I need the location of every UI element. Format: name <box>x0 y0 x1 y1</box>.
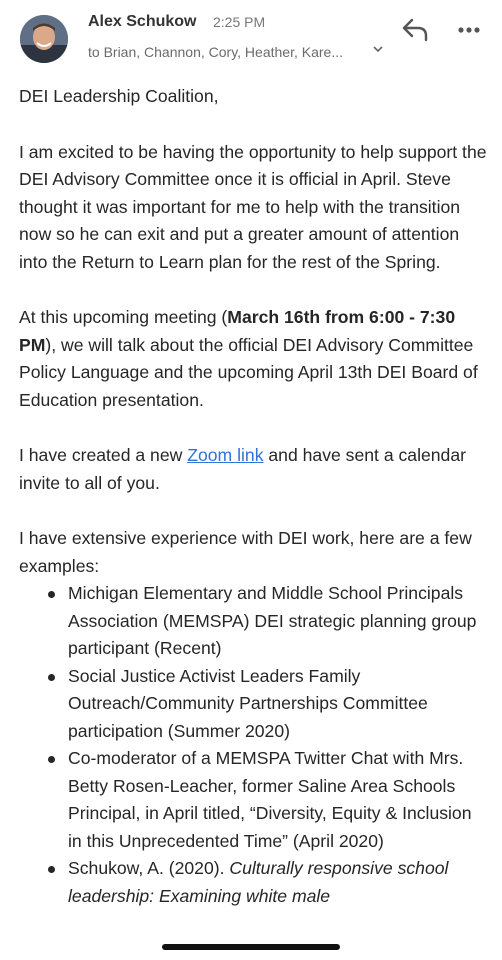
paragraph-zoom <box>19 442 489 497</box>
reply-arrow-icon[interactable] <box>398 16 432 44</box>
avatar-photo-icon <box>20 15 68 63</box>
zoom-link[interactable]: Zoom link <box>187 445 264 465</box>
list-item: Michigan Elementary and Middle School Principals Association (MEMSPA) DEI strategic planning group participant (Recent) <box>19 580 489 663</box>
email-body <box>19 83 489 910</box>
email-header <box>0 0 502 72</box>
chevron-down-icon[interactable] <box>372 43 384 58</box>
examples-list <box>19 580 489 910</box>
list-item: Social Justice Activist Leaders Family Outreach/Community Partnerships Committee participation (Summer 2020) <box>19 663 489 746</box>
home-indicator[interactable] <box>162 944 340 950</box>
zoom-text-pre: I have created a new <box>19 445 188 465</box>
avatar[interactable] <box>20 15 68 63</box>
more-dots-icon[interactable] <box>452 18 486 42</box>
sent-time: 2:25 PM <box>213 14 266 30</box>
citation-title: Culturally responsive school leadership: Examining white male <box>68 858 449 906</box>
list-item <box>19 855 489 910</box>
meeting-text-post: ), we will talk about the official DEI Advisory Committee Policy Language and the upcoming April 13th DEI Board of Education presentation. <box>19 334 478 410</box>
sender-name[interactable]: Alex Schukow <box>88 13 197 30</box>
meeting-text-pre: At this upcoming meeting ( <box>19 307 228 327</box>
greeting: DEI Leadership Coalition, <box>19 86 219 106</box>
recipients-list[interactable]: to Brian, Channon, Cory, Heather, Kare... <box>88 44 343 60</box>
meeting-time: March 16th from 6:00 - 7:30 PM <box>19 307 456 355</box>
paragraph-meeting <box>19 304 489 414</box>
zoom-text-post: and have sent a calendar invite to all of you. <box>19 445 466 493</box>
list-item: Co-moderator of a MEMSPA Twitter Chat with Mrs. Betty Rosen-Leacher, former Saline Area Schools Principal, in April titled, “Diversity, Equity & Inclusion in this Unprecedented Time” (April 2020) <box>19 745 489 855</box>
citation-text: Schukow, A. (2020). <box>68 858 230 878</box>
paragraph-intro: I am excited to be having the opportunity to help support the DEI Advisory Committee once it is official in April. Steve thought it was important for me to help with the transition now so he can exit and put a greater amount of attention into the Return to Learn plan for the rest of the Spring. <box>19 141 487 272</box>
paragraph-experience: I have extensive experience with DEI work, here are a few examples: <box>19 528 472 576</box>
